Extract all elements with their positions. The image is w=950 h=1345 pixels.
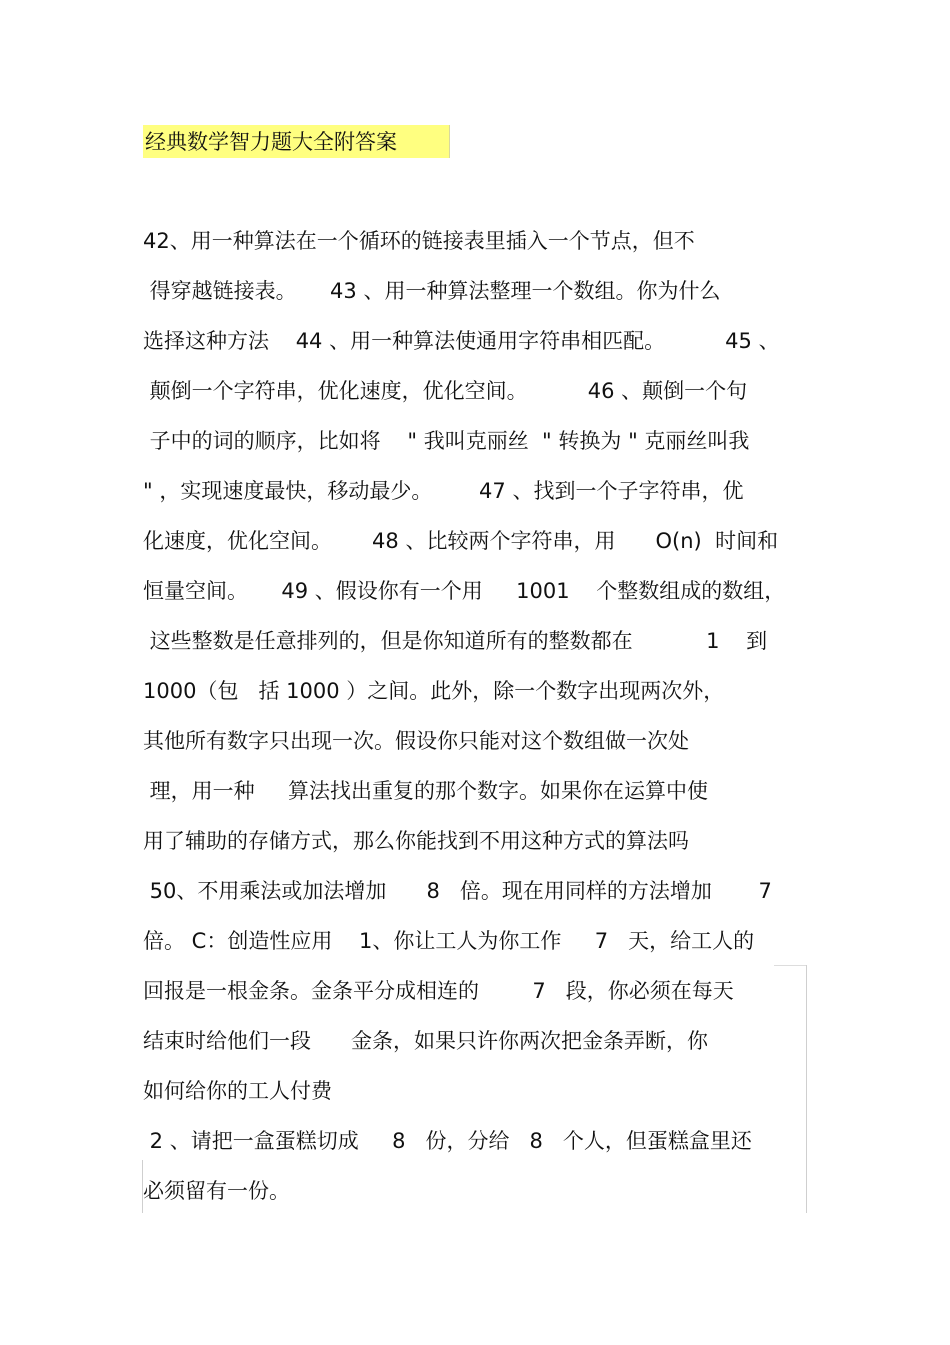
body-line-16: 回报是一根金条。金条平分成相连的 7 段，你必须在每天: [143, 979, 734, 1003]
body-line-12: 理，用一种 算法找出重复的那个数字。如果你在运算中使: [143, 779, 709, 803]
body-line-7: 化速度，优化空间。 48 、比较两个字符串，用 O(n) 时间和: [143, 529, 779, 553]
body-line-14: 50、不用乘法或加法增加 8 倍。现在用同样的方法增加 7: [143, 879, 772, 903]
body-line-8: 恒量空间。 49 、假设你有一个用 1001 个整数组成的数组，: [143, 579, 786, 603]
body-line-15: 倍。 C：创造性应用 1、你让工人为你工作 7 天，给工人的: [143, 929, 755, 953]
body-line-19: 2 、请把一盒蛋糕切成 8 份，分给 8 个人，但蛋糕盒里还: [143, 1129, 752, 1153]
body-line-20: 必须留有一份。: [143, 1179, 290, 1203]
body-line-17: 结束时给他们一段 金条，如果只许你两次把金条弄断，你: [143, 1029, 709, 1053]
frame-border-right: [806, 965, 807, 1213]
body-line-2: 得穿越链接表。 43 、用一种算法整理一个数组。你为什么: [143, 279, 721, 303]
body-line-5: 子中的词的顺序，比如将 " 我叫克丽丝 " 转换为 " 克丽丝叫我: [143, 429, 750, 453]
frame-border-top: [774, 965, 807, 966]
body-line-9: 这些整数是任意排列的，但是你知道所有的整数都在 1 到: [143, 629, 768, 653]
body-line-1: 42、用一种算法在一个循环的链接表里插入一个节点，但不: [143, 229, 695, 253]
document-title: 经典数学智力题大全附答案: [145, 130, 397, 154]
body-line-6: " ，实现速度最快，移动最少。 47 、找到一个子字符串，优: [143, 479, 744, 503]
body-line-3: 选择这种方法 44 、用一种算法使通用字符串相匹配。 45 、: [143, 329, 780, 353]
body-line-4: 颠倒一个字符串，优化速度，优化空间。 46 、颠倒一个句: [143, 379, 748, 403]
body-line-13: 用了辅助的存储方式，那么你能找到不用这种方式的算法吗: [143, 829, 689, 853]
body-line-11: 其他所有数字只出现一次。假设你只能对这个数组做一次处: [143, 729, 689, 753]
body-line-18: 如何给你的工人付费: [143, 1079, 332, 1103]
body-line-10: 1000（包 括 1000 ）之间。此外，除一个数字出现两次外，: [143, 679, 725, 703]
